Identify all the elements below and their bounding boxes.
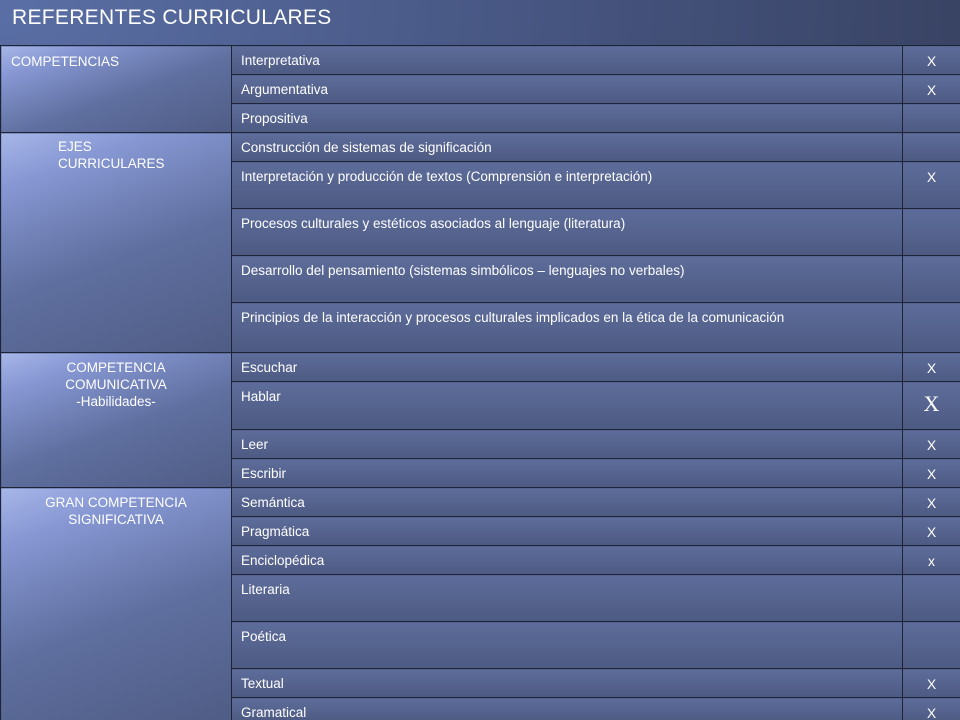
mark-cell: X [903,353,960,382]
mark-cell: X [903,488,960,517]
mark-cell [903,256,960,303]
group-cell [1,488,232,720]
mark-cell: X [903,46,960,75]
mark-cell [903,303,960,353]
mark-cell [903,209,960,256]
item-cell: Procesos culturales y estéticos asociados al lenguaje (literatura) [232,209,903,256]
mark-cell: X [903,459,960,488]
item-cell: Interpretación y producción de textos (Comprensión e interpretación) [232,162,903,209]
mark-cell: X [903,162,960,209]
item-cell: Textual [232,669,903,698]
mark-cell: X [903,698,960,720]
mark-cell: X [903,430,960,459]
mark-cell [903,133,960,162]
mark-cell: X [903,669,960,698]
mark-cell [903,622,960,669]
table-row [1,353,960,382]
item-cell: Escuchar [232,353,903,382]
item-cell: Semántica [232,488,903,517]
slide-title: REFERENTES CURRICULARES [12,6,332,29]
table-row [1,488,960,517]
item-cell: Principios de la interacción y procesos culturales implicados en la ética de la comunicación [232,303,903,353]
group-cell [1,353,232,488]
item-cell: Leer [232,430,903,459]
item-cell: Desarrollo del pensamiento (sistemas simbólicos – lenguajes no verbales) [232,256,903,303]
group-label: GRAN COMPETENCIA SIGNIFICATIVA [45,495,187,527]
group-cell [1,46,232,133]
curricular-table [0,45,960,720]
item-cell: Argumentativa [232,75,903,104]
item-cell: Poética [232,622,903,669]
item-cell: Interpretativa [232,46,903,75]
item-cell: Enciclopédica [232,546,903,575]
item-cell: Literaria [232,575,903,622]
group-label: COMPETENCIA COMUNICATIVA -Habilidades- [65,360,167,409]
mark-cell: X [903,517,960,546]
mark-cell [903,104,960,133]
mark-cell [903,575,960,622]
item-cell: Propositiva [232,104,903,133]
item-cell: Gramatical [232,698,903,720]
table-row [1,46,960,75]
group-cell [1,133,232,353]
group-label: COMPETENCIAS [11,54,120,69]
item-cell: Construcción de sistemas de significación [232,133,903,162]
group-label: EJES CURRICULARES [58,139,165,171]
item-cell: Hablar [232,382,903,430]
mark-cell: X [903,75,960,104]
mark-cell: X [903,382,960,430]
item-cell: Pragmática [232,517,903,546]
mark-cell: x [903,546,960,575]
item-cell: Escribir [232,459,903,488]
table-row [1,133,960,162]
